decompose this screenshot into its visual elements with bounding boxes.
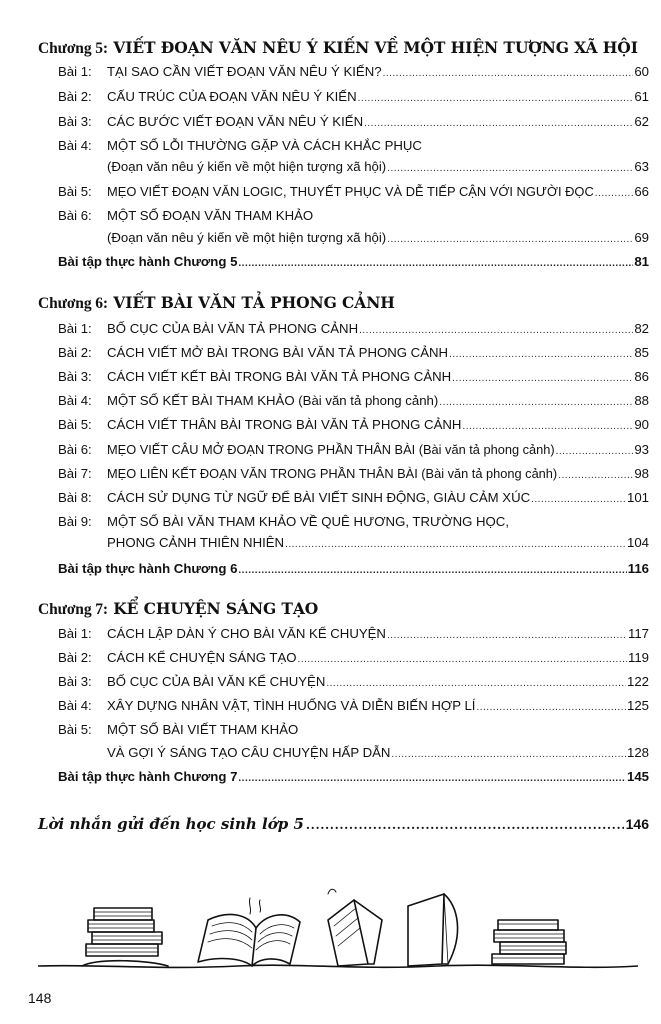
lesson-title: MẸO VIẾT ĐOẠN VĂN LOGIC, THUYẾT PHỤC VÀ DỄ TIẾP CẬN VỚI NGƯỜI ĐỌC <box>107 184 594 199</box>
lesson-label: Bài 7: <box>58 466 92 481</box>
lesson-page: 61 <box>634 89 649 104</box>
lesson-label: Bài 6: <box>58 208 92 223</box>
lesson-label: Bài 4: <box>58 138 92 153</box>
dot-leader <box>595 188 634 199</box>
lesson-page: 122 <box>626 674 649 689</box>
exercise-page: 145 <box>626 769 649 784</box>
exercise-title: Bài tập thực hành Chương 7 <box>58 769 238 784</box>
lesson-title: MẸO LIÊN KẾT ĐOẠN VĂN TRONG PHẦN THÂN BÀI (Bài văn tả phong cảnh) <box>107 466 558 481</box>
dot-leader <box>391 749 626 760</box>
chapter-6-prefix: Chương 6: <box>38 295 108 312</box>
books-illustration-icon <box>38 880 638 980</box>
dot-leader <box>383 68 634 79</box>
dot-leader <box>449 349 633 360</box>
chapter-7-prefix: Chương 7: <box>38 601 108 618</box>
lesson-title: XÂY DỰNG NHÂN VẬT, TÌNH HUỐNG VÀ DIỄN BIẾN HỢP LÍ <box>107 698 476 713</box>
toc-entry[interactable] <box>58 698 649 718</box>
lesson-title: CÁCH VIẾT MỞ BÀI TRONG BÀI VĂN TẢ PHONG CẢNH <box>107 345 449 360</box>
dot-leader <box>238 258 633 269</box>
open-book-icon <box>198 898 300 966</box>
lesson-label: Bài 4: <box>58 393 92 408</box>
lesson-label: Bài 4: <box>58 698 92 713</box>
toc-entry[interactable] <box>58 89 649 109</box>
toc-entry[interactable] <box>58 417 649 437</box>
exercise-title: Bài tập thực hành Chương 5 <box>58 254 238 269</box>
dot-leader <box>306 818 624 832</box>
dot-leader <box>298 654 627 665</box>
dot-leader <box>359 325 633 336</box>
closed-book-icon <box>408 894 458 966</box>
lesson-label: Bài 5: <box>58 417 92 432</box>
lesson-page: 117 <box>627 626 649 641</box>
toc-closing-entry[interactable] <box>38 815 649 837</box>
lesson-page: 104 <box>626 535 649 550</box>
lesson-label: Bài 5: <box>58 722 92 737</box>
closing-page: 146 <box>625 816 649 832</box>
toc-entry-sub[interactable] <box>107 745 649 765</box>
dot-leader <box>556 446 634 457</box>
lesson-page: 86 <box>634 369 649 384</box>
toc-exercise[interactable] <box>58 561 649 581</box>
toc-entry[interactable] <box>58 442 649 462</box>
lesson-page: 93 <box>634 442 649 457</box>
exercise-page: 81 <box>634 254 649 269</box>
lesson-title: MỘT SỐ BÀI VĂN THAM KHẢO VỀ QUÊ HƯƠNG, TRƯỜNG HỌC, <box>107 514 509 529</box>
lesson-label: Bài 9: <box>58 514 92 529</box>
toc-entry[interactable] <box>58 490 649 510</box>
lesson-label: Bài 2: <box>58 89 92 104</box>
lesson-title: BỐ CỤC CỦA BÀI VĂN KỂ CHUYỆN <box>107 674 326 689</box>
dot-leader <box>387 163 633 174</box>
lesson-subtitle: (Đoạn văn nêu ý kiến về một hiện tượng xã hội) <box>107 159 387 174</box>
dot-leader <box>387 630 627 641</box>
lesson-page: 88 <box>634 393 649 408</box>
toc-entry[interactable] <box>58 114 649 134</box>
lesson-title: CÁCH SỬ DỤNG TỪ NGỮ ĐỂ BÀI VIẾT SINH ĐỘNG, GIÀU CẢM XÚC <box>107 490 531 505</box>
closing-title: Lời nhắn gửi đến học sinh lớp 5 <box>38 815 304 833</box>
dot-leader <box>558 470 633 481</box>
chapter-5-heading <box>38 38 649 58</box>
toc-exercise[interactable] <box>58 769 649 789</box>
lesson-subtitle: VÀ GỢI Ý SÁNG TẠO CÂU CHUYỆN HẤP DẪN <box>107 745 391 760</box>
toc-entry-title[interactable] <box>58 138 649 158</box>
dot-leader <box>462 421 633 432</box>
lesson-page: 128 <box>626 745 649 760</box>
lesson-label: Bài 6: <box>58 442 92 457</box>
toc-entry-sub[interactable] <box>107 230 649 250</box>
toc-entry[interactable] <box>58 64 649 84</box>
toc-entry-title[interactable] <box>58 514 649 534</box>
lesson-title: CẤU TRÚC CỦA ĐOẠN VĂN NÊU Ý KIẾN <box>107 89 357 104</box>
lesson-label: Bài 1: <box>58 626 92 641</box>
chapter-5-title: VIẾT ĐOẠN VĂN NÊU Ý KIẾN VỀ MỘT HIỆN TƯỢNG XÃ HỘI <box>113 38 638 57</box>
lesson-title: TẠI SAO CẦN VIẾT ĐOẠN VĂN NÊU Ý KIẾN? <box>107 64 382 79</box>
lesson-page: 119 <box>627 650 649 665</box>
standing-book-icon <box>328 889 382 966</box>
book-stack-left-icon <box>82 908 168 966</box>
lesson-page: 85 <box>634 345 649 360</box>
lesson-page: 101 <box>626 490 649 505</box>
toc-entry[interactable] <box>58 369 649 389</box>
lesson-title: MỘT SỐ BÀI VIẾT THAM KHẢO <box>107 722 299 737</box>
dot-leader <box>285 539 626 550</box>
lesson-title: MẸO VIẾT CÂU MỞ ĐOẠN TRONG PHẦN THÂN BÀI (Bài văn tả phong cảnh) <box>107 442 555 457</box>
exercise-page: 116 <box>627 561 649 576</box>
lesson-subtitle: (Đoạn văn nêu ý kiến về một hiện tượng xã hội) <box>107 230 387 245</box>
lesson-label: Bài 5: <box>58 184 92 199</box>
lesson-title: BỐ CỤC CỦA BÀI VĂN TẢ PHONG CẢNH <box>107 321 359 336</box>
chapter-7-title: KỂ CHUYỆN SÁNG TẠO <box>113 599 319 618</box>
lesson-page: 60 <box>634 64 649 79</box>
toc-entry[interactable] <box>58 184 649 204</box>
lesson-page: 82 <box>634 321 649 336</box>
toc-entry-sub[interactable] <box>107 535 649 555</box>
dot-leader <box>238 565 626 576</box>
dot-leader <box>326 678 626 689</box>
dot-leader <box>364 118 633 129</box>
lesson-label: Bài 8: <box>58 490 92 505</box>
lesson-page: 125 <box>626 698 649 713</box>
book-stack-right-icon <box>492 920 566 964</box>
dot-leader <box>531 494 626 505</box>
lesson-title: CÁCH KỂ CHUYỆN SÁNG TẠO <box>107 650 297 665</box>
lesson-label: Bài 1: <box>58 64 92 79</box>
lesson-title: CÁCH LẬP DÀN Ý CHO BÀI VĂN KỂ CHUYỆN <box>107 626 386 641</box>
toc-entry[interactable] <box>58 650 649 670</box>
lesson-page: 90 <box>634 417 649 432</box>
toc-entry[interactable] <box>58 674 649 694</box>
toc-entry-title[interactable] <box>58 722 649 742</box>
chapter-7-heading <box>38 599 649 619</box>
lesson-title: CÁCH VIẾT KẾT BÀI TRONG BÀI VĂN TẢ PHONG CẢNH <box>107 369 452 384</box>
dot-leader <box>439 397 633 408</box>
lesson-title: MỘT SỐ LỖI THƯỜNG GẶP VÀ CÁCH KHẮC PHỤC <box>107 138 422 153</box>
exercise-title: Bài tập thực hành Chương 6 <box>58 561 238 576</box>
dot-leader <box>238 773 626 784</box>
toc-entry-title[interactable] <box>58 208 649 228</box>
lesson-title: CÁCH VIẾT THÂN BÀI TRONG BÀI VĂN TẢ PHONG CẢNH <box>107 417 462 432</box>
lesson-page: 62 <box>634 114 649 129</box>
toc-entry[interactable] <box>58 393 649 413</box>
chapter-6-title: VIẾT BÀI VĂN TẢ PHONG CẢNH <box>113 293 395 312</box>
lesson-title: MỘT SỐ ĐOẠN VĂN THAM KHẢO <box>107 208 314 223</box>
lesson-subtitle: PHONG CẢNH THIÊN NHIÊN <box>107 535 285 550</box>
dot-leader <box>358 93 634 104</box>
dot-leader <box>452 373 633 384</box>
lesson-page: 69 <box>634 230 649 245</box>
lesson-label: Bài 3: <box>58 114 92 129</box>
lesson-label: Bài 3: <box>58 369 92 384</box>
toc-entry-sub[interactable] <box>107 159 649 179</box>
lesson-label: Bài 1: <box>58 321 92 336</box>
page-number: 148 <box>28 990 52 1006</box>
lesson-label: Bài 2: <box>58 345 92 360</box>
dot-leader <box>387 234 633 245</box>
chapter-5-prefix: Chương 5: <box>38 40 108 57</box>
toc-entry[interactable] <box>58 321 649 341</box>
dot-leader <box>476 702 626 713</box>
toc-entry[interactable] <box>58 626 649 646</box>
toc-entry[interactable] <box>58 345 649 365</box>
lesson-label: Bài 3: <box>58 674 92 689</box>
lesson-title: CÁC BƯỚC VIẾT ĐOẠN VĂN NÊU Ý KIẾN <box>107 114 364 129</box>
lesson-title: MỘT SỐ KẾT BÀI THAM KHẢO (Bài văn tả phong cảnh) <box>107 393 439 408</box>
lesson-page: 66 <box>634 184 649 199</box>
toc-entry[interactable] <box>58 466 649 486</box>
toc-exercise[interactable] <box>58 254 649 274</box>
chapter-6-heading <box>38 293 649 313</box>
lesson-label: Bài 2: <box>58 650 92 665</box>
lesson-page: 63 <box>634 159 649 174</box>
lesson-page: 98 <box>634 466 649 481</box>
